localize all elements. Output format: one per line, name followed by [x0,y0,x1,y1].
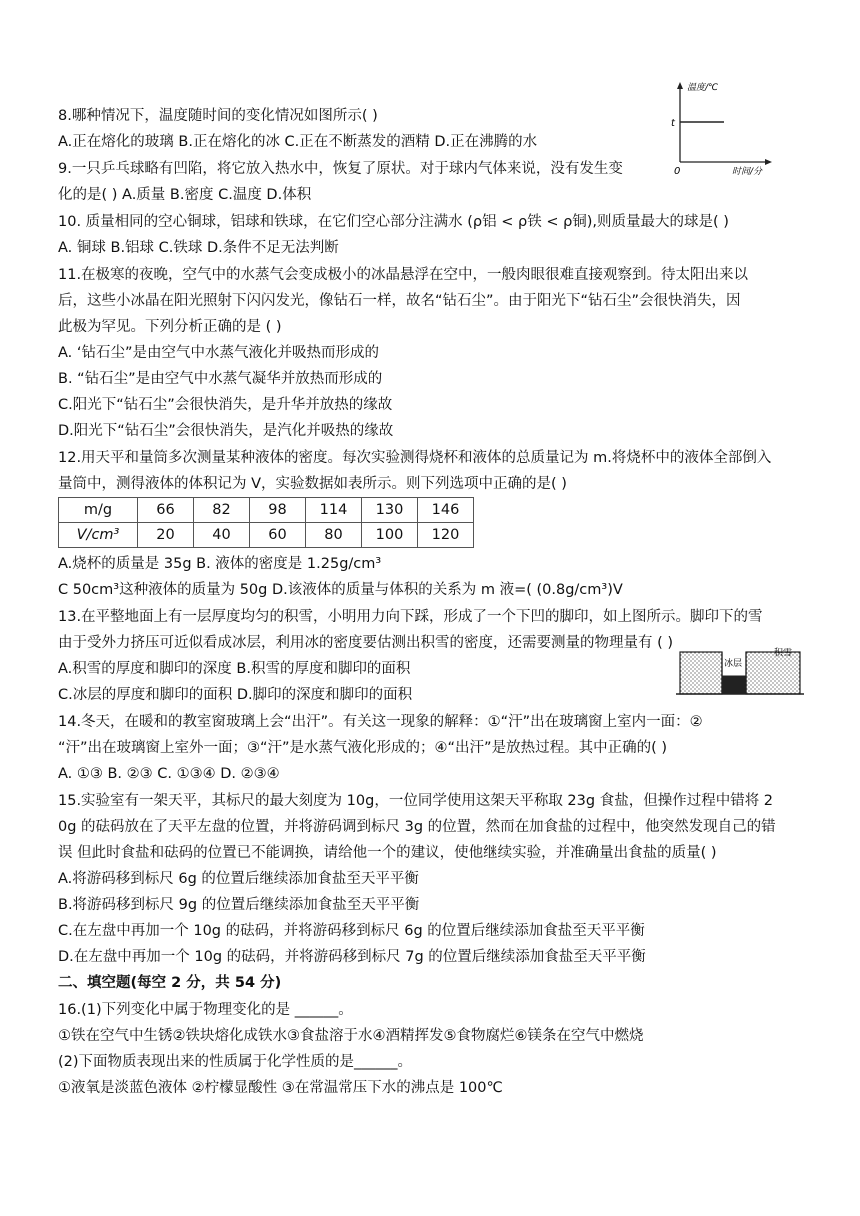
q11-option-d: D.阳光下“钻石尘”会很快消失，是汽化并吸热的缘故 [58,423,394,439]
table-cell: 146 [418,498,474,523]
table-row-label: V/cm³ [59,523,138,548]
q10-stem: 10. 质量相同的空心铜球，铝球和铁球，在它们空心部分注满水 (ρ铝 < ρ铁 < ρ铜),则质量最大的球是( ) [58,214,729,230]
q14-stem-line1: 14.冬天，在暖和的教室窗玻璃上会“出汗”。有关这一现象的解释：①“汗”出在玻璃窗上室内一面：② [58,714,703,730]
q16-part2-stem: (2)下面物质表现出来的性质属于化学性质的是______。 [58,1054,413,1070]
q13-stem-line2: 由于受外力挤压可近似看成冰层，利用冰的密度要估测出积雪的密度，还需要测量的物理量有 ( ) [58,635,674,651]
graph-tick-t: t [671,118,675,129]
q13-snow-footprint-figure [676,646,806,702]
q12-options-ab: A.烧杯的质量是 35g B. 液体的密度是 1.25g/cm³ [58,556,382,572]
q16-part1-stem: 16.(1)下列变化中属于物理变化的是 ______。 [58,1002,353,1018]
q9-stem-line1: 9.一只乒乓球略有凹陷，将它放入热水中，恢复了原状。对于球内气体来说，没有发生变 [58,161,623,177]
x-axis-arrow [765,159,772,165]
q8-stem: 8.哪种情况下，温度随时间的变化情况如图所示( ) [58,108,378,124]
table-cell: 82 [194,498,250,523]
q13-options-ab: A.积雪的厚度和脚印的深度 B.积雪的厚度和脚印的面积 [58,661,411,677]
q14-stem-line2: “汗”出在玻璃窗上室外一面；③“汗”是水蒸气液化形成的；④“出汗”是放热过程。其中正确的( ) [58,740,667,756]
q15-option-c: C.在左盘中再加一个 10g 的砝码，并将游码移到标尺 6g 的位置后继续添加食盐至天平平衡 [58,923,645,939]
q12-options-cd: C 50cm³这种液体的质量为 50g D.该液体的质量与体积的关系为 m 液=( (0.8g/cm³)V [58,582,623,598]
q11-stem-line2: 后，这些小冰晶在阳光照射下闪闪发光，像钻石一样，故名“钻石尘”。由于阳光下“钻石尘”会很快消失，因 [58,293,741,309]
q15-stem-line3: 误 但此时食盐和砝码的位置已不能调换，请给他一个的建议，使他继续实验，并准确量出食盐的质量( ) [58,845,717,861]
section-heading: 二、填空题(每空 2 分，共 54 分) [58,975,282,991]
graph-x-label: 时间/分 [732,167,763,177]
table-cell: 114 [306,498,362,523]
q13-stem-line1: 13.在平整地面上有一层厚度均匀的积雪，小明用力向下踩，形成了一个下凹的脚印，如上图所示。脚印下的雪 [58,609,763,625]
table-cell: 130 [362,498,418,523]
q15-option-a: A.将游码移到标尺 6g 的位置后继续添加食盐至天平平衡 [58,871,419,887]
q11-option-b: B. “钻石尘”是由空气中水蒸气凝华并放热而形成的 [58,371,383,387]
q12-stem-line2: 量筒中，测得液体的体积记为 V，实验数据如表所示。则下列选项中正确的是( ) [58,476,567,492]
q15-option-d: D.在左盘中再加一个 10g 的砝码，并将游码移到标尺 7g 的位置后继续添加食盐至天平平衡 [58,949,646,965]
table-cell: 100 [362,523,418,548]
q13-options-cd: C.冰层的厚度和脚印的面积 D.脚印的深度和脚印的面积 [58,687,413,703]
q15-stem-line1: 15.实验室有一架天平，其标尺的最大刻度为 10g，一位同学使用这架天平称取 23g 食盐，但操作过程中错将 2 [58,793,774,809]
q11-option-c: C.阳光下“钻石尘”会很快消失，是升华并放热的缘故 [58,397,393,413]
table-row [59,498,474,523]
q12-stem-line1: 12.用天平和量筒多次测量某种液体的密度。每次实验测得烧杯和液体的总质量记为 m.将烧杯中的液体全部倒入 [58,450,772,466]
table-row-label: m/g [59,498,138,523]
table-cell: 40 [194,523,250,548]
q11-stem-line1: 11.在极寒的夜晚，空气中的水蒸气会变成极小的冰晶悬浮在空中，一般肉眼很难直接观察到。待太阳出来以 [58,267,749,283]
label-snow: 积雪 [774,648,793,659]
snow-left [680,652,722,694]
q16-part2-items: ①液氧是淡蓝色液体 ②柠檬显酸性 ③在常温常压下水的沸点是 100℃ [58,1080,503,1096]
q9-stem-line2: 化的是( ) A.质量 B.密度 C.温度 D.体积 [58,187,312,203]
ice-layer [722,676,746,694]
y-axis-arrow [677,82,683,89]
table-cell: 66 [138,498,194,523]
q11-stem-line3: 此极为罕见。下列分析正确的是 ( ) [58,319,282,335]
table-cell: 120 [418,523,474,548]
graph-y-label: 温度/℃ [687,83,719,93]
q8-options: A.正在熔化的玻璃 B.正在熔化的冰 C.正在不断蒸发的酒精 D.正在沸腾的水 [58,134,538,150]
table-cell: 98 [250,498,306,523]
q15-option-b: B.将游码移到标尺 9g 的位置后继续添加食盐至天平平衡 [58,897,420,913]
q16-part1-items: ①铁在空气中生锈②铁块熔化成铁水③食盐溶于水④酒精挥发⑤食物腐烂⑥镁条在空气中燃烧 [58,1028,644,1044]
label-ice: 冰层 [724,659,743,669]
q10-options: A. 铜球 B.铝球 C.铁球 D.条件不足无法判断 [58,240,339,256]
graph-origin: 0 [674,166,681,177]
table-row [59,523,474,548]
q11-option-a: A. ‘钻石尘”是由空气中水蒸气液化并吸热而形成的 [58,345,380,361]
table-cell: 20 [138,523,194,548]
table-cell: 80 [306,523,362,548]
q12-data-table [58,497,474,548]
table-cell: 60 [250,523,306,548]
q14-options: A. ①③ B. ②③ C. ①③④ D. ②③④ [58,766,280,782]
q8-temperature-graph [668,78,788,178]
q15-stem-line2: 0g 的砝码放在了天平左盘的位置，并将游码调到标尺 3g 的位置，然而在加食盐的过程中，他突然发现自己的错 [58,819,776,835]
